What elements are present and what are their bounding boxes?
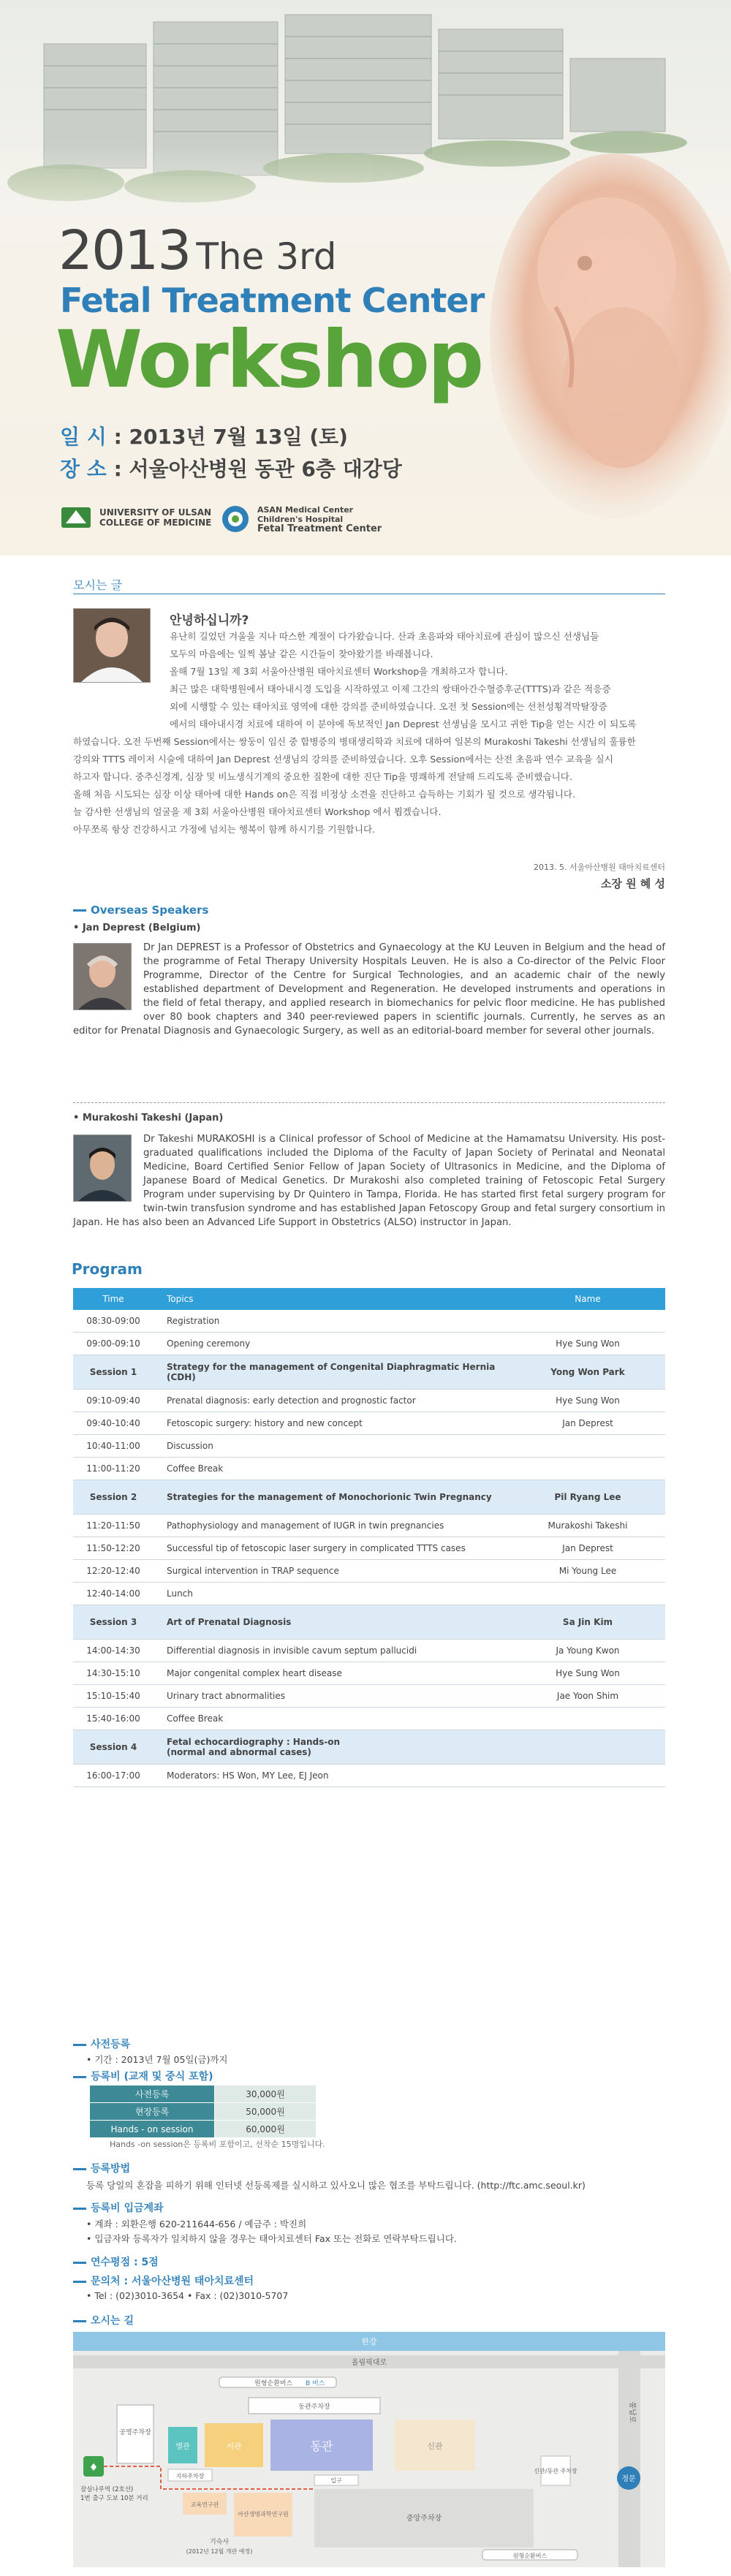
- bank-note: • 입금자와 등록자가 일치하지 않을 경우는 태아치료센터 Fax 또는 전화로 연락부탁드립니다.: [86, 2233, 457, 2244]
- program-time: 11:50-12:20: [73, 1537, 154, 1560]
- program-row: [73, 1583, 665, 1605]
- greeting-line: 최근 많은 대학병원에서 태아내시경 도입을 시작하였고 이제 그간의 쌍태아간수혈증후군(TTTS)과 같은 적응증: [170, 683, 611, 694]
- greeting-section-label: 모시는 글: [73, 578, 122, 592]
- bus-south-label: 원형순환버스: [512, 2553, 548, 2559]
- greeting-line: 아무쪼록 항상 건강하시고 가정에 넘치는 행복이 함께 하시기를 기원합니다.: [73, 824, 376, 835]
- greeting-line: 외에 시행할 수 있는 태아치료 영역에 대한 강의를 준비하였습니다. 오전 첫 Session에는 선천성횡격막탈장증: [170, 701, 607, 712]
- program-topic-sub: (normal and abnormal cases): [167, 1747, 311, 1757]
- program-speaker: [510, 1583, 665, 1605]
- program-speaker: Sa Jin Kim: [510, 1605, 665, 1640]
- program-session-row: [73, 1730, 665, 1765]
- research-label: 아산생명과학연구원: [238, 2511, 289, 2518]
- ulsan-logo: UNIVERSITY OF ULSAN COLLEGE OF MEDICINE: [60, 504, 211, 531]
- fee-row: [90, 2103, 317, 2121]
- fee-row: [90, 2121, 317, 2138]
- header-topics: Topics: [154, 1288, 510, 1310]
- pre-registration-period: • 기간 : 2013년 7월 05일(금)까지: [86, 2054, 228, 2065]
- fee-type: 현장등록: [90, 2103, 215, 2121]
- program-time: 09:00-09:10: [73, 1333, 154, 1355]
- program-session-row: [73, 1605, 665, 1640]
- hero-banner: [0, 0, 731, 556]
- central-parking-label: 중앙주차장: [406, 2515, 442, 2523]
- photo-spacer: [73, 1132, 143, 1205]
- program-row: [73, 1435, 665, 1458]
- speaker-name: • Jan Deprest (Belgium): [73, 923, 201, 933]
- bus-label: 원형순환버스: [254, 2380, 293, 2387]
- greeting-title: 안녕하십니까?: [170, 613, 249, 628]
- program-row: [73, 1310, 665, 1333]
- program-row: [73, 1765, 665, 1787]
- fee-table: [89, 2085, 317, 2138]
- contact-heading: 문의처 : 서울아산병원 태아치료센터: [73, 2273, 254, 2288]
- signature-name: 소장 원 혜 성: [600, 877, 665, 890]
- dorm-note: (2012년 12월 개관 예정): [186, 2548, 253, 2555]
- program-topic: Successful tip of fetoscopic laser surgery in complicated TTTS cases: [154, 1537, 510, 1560]
- event-venue: 장 소 : 서울아산병원 동관 6층 대강당: [60, 457, 402, 481]
- bank-account: • 계좌 : 외환은행 620-211644-656 / 예금주 : 박진희: [86, 2219, 307, 2230]
- program-speaker: Jae Yoon Shim: [510, 1685, 665, 1708]
- program-header-row: [73, 1288, 665, 1310]
- main-gate-label: 정문: [621, 2475, 636, 2483]
- program-row: [73, 1412, 665, 1435]
- program-row: [73, 1662, 665, 1685]
- fee-note: Hands -on session은 등록비 포함이고, 선착순 15명입니다.: [110, 2140, 325, 2149]
- program-speaker: [510, 1708, 665, 1730]
- river-label: 한강: [361, 2337, 377, 2346]
- greeting-line: 올해 처음 시도되는 심장 이상 태아에 대한 Hands on은 직접 비정상 소견을 진단하고 습득하는 기회가 될 것으로 생각됩니다.: [73, 789, 576, 800]
- program-speaker: [510, 1765, 665, 1787]
- program-time: 09:10-09:40: [73, 1390, 154, 1412]
- program-row: [73, 1685, 665, 1708]
- fee-row: [90, 2086, 317, 2103]
- speaker-divider: [73, 1102, 665, 1103]
- svg-text:♦: ♦: [88, 2462, 99, 2474]
- ulsan-emblem-icon: [60, 504, 92, 531]
- director-portrait-icon: [74, 609, 150, 682]
- fee-amount: 50,000원: [215, 2103, 317, 2121]
- program-speaker: Murakoshi Takeshi: [510, 1515, 665, 1537]
- logos: [60, 504, 469, 541]
- fee-amount: 60,000원: [215, 2121, 317, 2138]
- building-new-label: 신관: [427, 2441, 443, 2451]
- program-time: 10:40-11:00: [73, 1435, 154, 1458]
- underground-parking-label: 지하주차장: [175, 2473, 205, 2480]
- program-session-row: [73, 1480, 665, 1515]
- program-time: Session 3: [73, 1605, 154, 1640]
- program-topic: Coffee Break: [154, 1458, 510, 1480]
- hall-parking-label: 신관/동관 주차장: [534, 2468, 577, 2474]
- program-topic: Coffee Break: [154, 1708, 510, 1730]
- greeting-line: 모두의 마음에는 일찍 봄날 같은 시간들이 찾아왔기를 바래봅니다.: [170, 648, 433, 659]
- program-time: 15:40-16:00: [73, 1708, 154, 1730]
- program-row: [73, 1640, 665, 1662]
- greeting-line: 하였습니다. 오전 두번째 Session에서는 쌍둥이 임신 중 합병증의 병태생리학과 치료에 대하여 일본의 Murakoshi Takeshi 선생님의 훌륭한: [73, 736, 636, 747]
- greeting-line: 올해 7월 13일 제 3회 서울아산병원 태아치료센터 Workshop을 개최하고자 합니다.: [170, 666, 508, 677]
- method-heading: 등록방법: [73, 2161, 130, 2175]
- speaker-bio-text: Dr Jan DEPREST is a Professor of Obstetrics and Gynaecology at the KU Leuven in Belgium and the head of the programme of Fetal Therapy University Hospitals Leuven. He is also a Co-director of the Pelvic Floor Programme, Director of the Centre for Surgical Technologies, and an academic chair of the newly established department of Development and Regeneration. He developed instruments and operations in the field of fetal therapy, and applied research in biomechanics for pelvic floor medicine. He has published over 80 book chapters and 340 peer-reviewed papers in scientific journals. Currently, he serves as an editor for Prenatal Diagnosis and Gynaecologic Surgery, as well as an editorial-board member for several other journals.: [73, 942, 665, 1037]
- entry-label: 입구: [330, 2477, 342, 2484]
- parking-top-label: 동관주차장: [298, 2403, 330, 2411]
- pre-registration-heading: 사전등록: [73, 2037, 130, 2051]
- program-row: [73, 1390, 665, 1412]
- header-time: Time: [73, 1288, 154, 1310]
- west-lot-label: 공영주차장: [119, 2429, 151, 2436]
- program-speaker: [510, 1310, 665, 1333]
- location-map: [73, 2332, 665, 2567]
- station-label: 잠실나루역 (2호선): [80, 2486, 134, 2493]
- speaker-name: • Murakoshi Takeshi (Japan): [73, 1113, 224, 1124]
- program-speaker: [510, 1435, 665, 1458]
- program-time: 12:40-14:00: [73, 1583, 154, 1605]
- greeting-line: 유난히 길었던 겨울을 지나 따스한 계절이 다가왔습니다. 산과 초음파와 태아치료에 관심이 많으신 선생님들: [170, 631, 599, 642]
- program-topic: Urinary tract abnormalities: [154, 1685, 510, 1708]
- event-date: 일 시 : 2013년 7월 13일 (토): [60, 425, 348, 449]
- program-row: [73, 1708, 665, 1730]
- credit-heading: 연수평점 : 5점: [73, 2254, 159, 2269]
- program-row: [73, 1537, 665, 1560]
- speaker-bio: [73, 1132, 665, 1230]
- fee-type: Hands - on session: [90, 2121, 215, 2138]
- program-speaker: Jan Deprest: [510, 1537, 665, 1560]
- program-time: 15:10-15:40: [73, 1685, 154, 1708]
- asan-emblem-icon: [221, 504, 250, 534]
- building-annex-label: 별관: [175, 2443, 190, 2451]
- program-time: 09:40-10:40: [73, 1412, 154, 1435]
- header-name: Name: [510, 1288, 665, 1310]
- speaker-bio: [73, 941, 665, 1038]
- program-time: Session 1: [73, 1355, 154, 1390]
- program-speaker: Yong Won Park: [510, 1355, 665, 1390]
- building-west-label: 서관: [226, 2441, 242, 2451]
- program-row: [73, 1515, 665, 1537]
- fee-type: 사전등록: [90, 2086, 215, 2103]
- program-topic: Opening ceremony: [154, 1333, 510, 1355]
- station-exit-label: 1번 출구 도보 10분 거리: [80, 2495, 148, 2502]
- program-time: Session 4: [73, 1730, 154, 1765]
- program-time: 08:30-09:00: [73, 1310, 154, 1333]
- program-topic: Moderators: HS Won, MY Lee, EJ Jeon: [154, 1765, 510, 1787]
- program-topic: Strategies for the management of Monochorionic Twin Pregnancy: [154, 1480, 510, 1515]
- road-label: 올림픽대로: [351, 2359, 387, 2367]
- program-topic: Fetal echocardiography : Hands-on (normal and abnormal cases): [154, 1730, 510, 1765]
- building-east-label: 동관: [310, 2439, 333, 2453]
- workshop-title: Workshop: [56, 314, 482, 406]
- method-text: 등록 당일의 혼잡을 피하기 위해 인터넷 선등록제를 실시하고 있사오니 많은 협조를 부탁드립니다. (http://ftc.amc.seoul.kr): [86, 2180, 586, 2191]
- bank-heading: 등록비 입금계좌: [73, 2200, 164, 2215]
- program-table: [73, 1288, 665, 1787]
- director-photo: [73, 608, 151, 683]
- program-time: 14:00-14:30: [73, 1640, 154, 1662]
- program-speaker: [510, 1458, 665, 1480]
- program-topic: Major congenital complex heart disease: [154, 1662, 510, 1685]
- program-topic: Lunch: [154, 1583, 510, 1605]
- program-topic: Registration: [154, 1310, 510, 1333]
- speakers-heading: Overseas Speakers: [73, 904, 208, 917]
- event-ordinal: The 3rd: [196, 235, 337, 278]
- education-label: 교육연구관: [190, 2501, 219, 2508]
- program-topic: Fetoscopic surgery: history and new concept: [154, 1412, 510, 1435]
- program-speaker: Hye Sung Won: [510, 1390, 665, 1412]
- program-speaker: Hye Sung Won: [510, 1333, 665, 1355]
- program-title: Program: [72, 1260, 143, 1278]
- signature-org: 2013. 5. 서울아산병원 태아치료센터: [534, 863, 665, 872]
- photo-spacer: [73, 941, 143, 1014]
- greeting-line: 늘 감사한 선생님의 얼굴을 제 3회 서울아산병원 태아치료센터 Workshop 에서 뵙겠습니다.: [73, 806, 442, 817]
- program-time: 16:00-17:00: [73, 1765, 154, 1787]
- program-topic: Discussion: [154, 1435, 510, 1458]
- dorm-label: 기숙사: [209, 2539, 230, 2546]
- fee-amount: 30,000원: [215, 2086, 317, 2103]
- fee-heading: 등록비 (교재 및 중식 포함): [73, 2069, 213, 2083]
- greeting-line: 하고자 합니다. 중추신경계, 심장 및 비뇨생식기계의 중요한 질환에 대한 진단 Tip을 명쾌하게 전달해 드리도록 준비했습니다.: [73, 771, 572, 782]
- asan-logo: ASAN Medical Center Children's Hospital Fetal Treatment Center: [221, 504, 382, 534]
- program-time: 12:20-12:40: [73, 1560, 154, 1583]
- program-row: [73, 1560, 665, 1583]
- program-speaker: [510, 1730, 665, 1765]
- greeting-line: 에서의 태아내시경 치료에 대하여 이 분야에 독보적인 Jan Deprest 선생님을 모시고 귀한 Tip을 얻는 시간 이 되도록: [170, 719, 637, 730]
- program-speaker: Hye Sung Won: [510, 1662, 665, 1685]
- program-topic: Pathophysiology and management of IUGR in twin pregnancies: [154, 1515, 510, 1537]
- road-right-label: 풍납로: [628, 2401, 636, 2423]
- program-time: 14:30-15:10: [73, 1662, 154, 1685]
- map-heading: 오시는 길: [73, 2313, 134, 2327]
- event-year: 2013 The 3rd: [58, 219, 337, 282]
- speaker-bio-text: Dr Takeshi MURAKOSHI is a Clinical professor of School of Medicine at the Hamamatsu University. His post-graduated qualifications included the Diploma of the Faculty of Japan Society of Perinatal and Neonatal Medicine, Board Certified Senior Fellow of Japan Society of Ultrasonics in Medicine, and the Diploma of Japanese Board of Medical Genetics. Dr Murakoshi also completed training of Fetoscopic Fetal Surgery Program under supervising by Dr Quintero in Tampa, Florida. He has started first fetal surgery program for twin-twin transfusion syndrome and has established Japan Fetoscopy Group and fetal surgery consortium in Japan. He has also been an Advanced Life Support in Obstetrics (ALSO) instructor in Japan.: [73, 1134, 665, 1228]
- program-time: Session 2: [73, 1480, 154, 1515]
- bus-b-label: B 버스: [306, 2380, 325, 2387]
- program-speaker: Mi Young Lee: [510, 1560, 665, 1583]
- program-topic: Differential diagnosis in invisible cavum septum pallucidi: [154, 1640, 510, 1662]
- contact-info: • Tel : (02)3010-3654 • Fax : (02)3010-5707: [86, 2290, 289, 2301]
- program-speaker: Ja Young Kwon: [510, 1640, 665, 1662]
- program-speaker: Pil Ryang Lee: [510, 1480, 665, 1515]
- program-row: [73, 1458, 665, 1480]
- program-topic: Surgical intervention in TRAP sequence: [154, 1560, 510, 1583]
- program-topic: Art of Prenatal Diagnosis: [154, 1605, 510, 1640]
- program-row: [73, 1333, 665, 1355]
- program-topic: Prenatal diagnosis: early detection and prognostic factor: [154, 1390, 510, 1412]
- program-session-row: [73, 1355, 665, 1390]
- program-topic: Strategy for the management of Congenital Diaphragmatic Hernia (CDH): [154, 1355, 510, 1390]
- program-time: 11:20-11:50: [73, 1515, 154, 1537]
- program-time: 11:00-11:20: [73, 1458, 154, 1480]
- greeting-line: 강의와 TTTS 레이저 시술에 대하여 Jan Deprest 선생님의 강의를 준비하였습니다. 오후 Session에서는 산전 초음파 연수 교육을 실시: [73, 754, 613, 765]
- fetus-illustration: [468, 124, 731, 534]
- program-speaker: Jan Deprest: [510, 1412, 665, 1435]
- center-name: Fetal Treatment Center: [60, 281, 485, 320]
